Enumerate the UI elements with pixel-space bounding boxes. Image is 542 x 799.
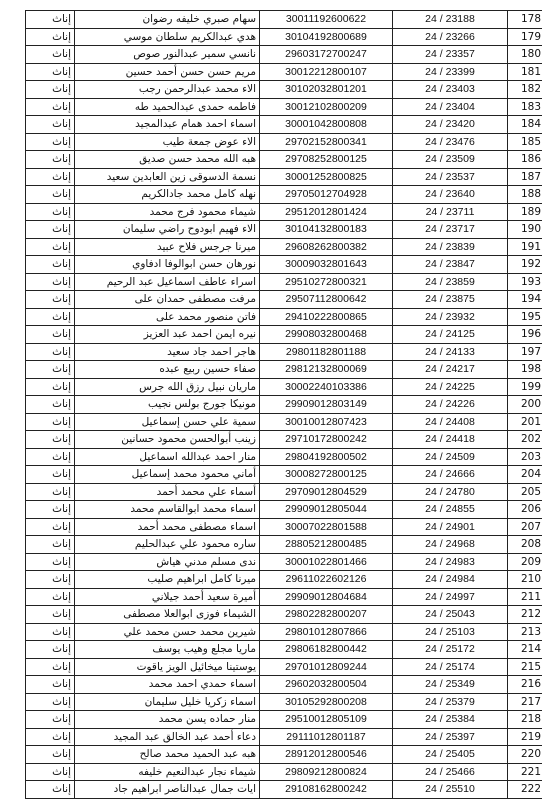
- national-id-cell: 30001252800825: [260, 168, 393, 186]
- name-cell: سهام صبري خليفه رضوان: [75, 11, 260, 29]
- gender-cell: إناث: [26, 361, 75, 379]
- row-number-cell: 192: [508, 256, 542, 274]
- code-cell: 24 / 25043: [393, 606, 508, 624]
- row-number-cell: 209: [508, 553, 542, 571]
- row-number-cell: 221: [508, 763, 542, 781]
- name-cell: ميرنا كامل ابراهيم صليب: [75, 571, 260, 589]
- row-number-cell: 189: [508, 203, 542, 221]
- row-number-cell: 190: [508, 221, 542, 239]
- code-cell: 24 / 24217: [393, 361, 508, 379]
- national-id-cell: 29812132800069: [260, 361, 393, 379]
- gender-cell: إناث: [26, 588, 75, 606]
- row-number-cell: 212: [508, 606, 542, 624]
- code-cell: 24 / 23537: [393, 168, 508, 186]
- name-cell: مرفت مصطفى حمدان على: [75, 291, 260, 309]
- row-number-cell: 207: [508, 518, 542, 536]
- table-row: [26, 588, 542, 606]
- table-row: [26, 676, 542, 694]
- code-cell: 24 / 23717: [393, 221, 508, 239]
- gender-cell: إناث: [26, 431, 75, 449]
- row-number-cell: 184: [508, 116, 542, 134]
- code-cell: 24 / 24225: [393, 378, 508, 396]
- national-id-cell: 29510272800321: [260, 273, 393, 291]
- gender-cell: إناث: [26, 98, 75, 116]
- table-row: [26, 571, 542, 589]
- row-number-cell: 205: [508, 483, 542, 501]
- code-cell: 24 / 24997: [393, 588, 508, 606]
- row-number-cell: 181: [508, 63, 542, 81]
- gender-cell: إناث: [26, 291, 75, 309]
- row-number-cell: 201: [508, 413, 542, 431]
- table-row: [26, 291, 542, 309]
- gender-cell: إناث: [26, 326, 75, 344]
- row-number-cell: 183: [508, 98, 542, 116]
- national-id-cell: 30011192600622: [260, 11, 393, 29]
- name-cell: نانسي سمير عبدالنور صوص: [75, 46, 260, 64]
- national-id-cell: 30104132800183: [260, 221, 393, 239]
- national-id-cell: 30007022801588: [260, 518, 393, 536]
- national-id-cell: 29410222800865: [260, 308, 393, 326]
- code-cell: 24 / 24855: [393, 501, 508, 519]
- row-number-cell: 186: [508, 151, 542, 169]
- table-row: [26, 536, 542, 554]
- name-cell: هدي عبدالكريم سلطان موسي: [75, 28, 260, 46]
- gender-cell: إناث: [26, 396, 75, 414]
- national-id-cell: 29611022602126: [260, 571, 393, 589]
- code-cell: 24 / 25405: [393, 746, 508, 764]
- code-cell: 24 / 25510: [393, 781, 508, 799]
- gender-cell: إناث: [26, 571, 75, 589]
- national-id-cell: 30001042800808: [260, 116, 393, 134]
- name-cell: شيماء محمود فرج محمد: [75, 203, 260, 221]
- code-cell: 24 / 23357: [393, 46, 508, 64]
- gender-cell: إناث: [26, 11, 75, 29]
- national-id-cell: 29608262800382: [260, 238, 393, 256]
- national-id-cell: 30002240103386: [260, 378, 393, 396]
- results-table-body: [26, 11, 542, 799]
- table-row: [26, 326, 542, 344]
- table-row: [26, 273, 542, 291]
- name-cell: سمية علي حسن إسماعيل: [75, 413, 260, 431]
- gender-cell: إناث: [26, 711, 75, 729]
- code-cell: 24 / 24226: [393, 396, 508, 414]
- code-cell: 24 / 23399: [393, 63, 508, 81]
- code-cell: 24 / 24666: [393, 466, 508, 484]
- name-cell: ميرنا جرجس فلاح عبيد: [75, 238, 260, 256]
- table-row: [26, 553, 542, 571]
- table-row: [26, 81, 542, 99]
- row-number-cell: 213: [508, 623, 542, 641]
- national-id-cell: 30102032801201: [260, 81, 393, 99]
- name-cell: فاطمه حمدى عبدالحميد طه: [75, 98, 260, 116]
- national-id-cell: 29701012809244: [260, 658, 393, 676]
- name-cell: ماريا مجلع وهيب يوسف: [75, 641, 260, 659]
- row-number-cell: 187: [508, 168, 542, 186]
- national-id-cell: 29909012803149: [260, 396, 393, 414]
- row-number-cell: 217: [508, 693, 542, 711]
- table-row: [26, 623, 542, 641]
- name-cell: أميرة سعيد أحمد جيلاني: [75, 588, 260, 606]
- national-id-cell: 29705012704928: [260, 186, 393, 204]
- row-number-cell: 219: [508, 728, 542, 746]
- national-id-cell: 29806182800442: [260, 641, 393, 659]
- code-cell: 24 / 23932: [393, 308, 508, 326]
- gender-cell: إناث: [26, 728, 75, 746]
- table-row: [26, 431, 542, 449]
- national-id-cell: 29507112800642: [260, 291, 393, 309]
- row-number-cell: 191: [508, 238, 542, 256]
- gender-cell: إناث: [26, 256, 75, 274]
- row-number-cell: 204: [508, 466, 542, 484]
- name-cell: نهله كامل محمد جادالكريم: [75, 186, 260, 204]
- national-id-cell: 29909012805044: [260, 501, 393, 519]
- row-number-cell: 220: [508, 746, 542, 764]
- name-cell: منار حماده يسن محمد: [75, 711, 260, 729]
- gender-cell: إناث: [26, 483, 75, 501]
- national-id-cell: 30008272800125: [260, 466, 393, 484]
- code-cell: 24 / 23403: [393, 81, 508, 99]
- national-id-cell: 29801012807866: [260, 623, 393, 641]
- name-cell: مريم حسن حسن أحمد حسين: [75, 63, 260, 81]
- row-number-cell: 195: [508, 308, 542, 326]
- name-cell: ماريان نبيل رزق الله جرس: [75, 378, 260, 396]
- code-cell: 24 / 23266: [393, 28, 508, 46]
- code-cell: 24 / 24133: [393, 343, 508, 361]
- name-cell: نيره ايمن احمد عبد العزيز: [75, 326, 260, 344]
- gender-cell: إناث: [26, 693, 75, 711]
- row-number-cell: 197: [508, 343, 542, 361]
- row-number-cell: 218: [508, 711, 542, 729]
- name-cell: اسماء احمد همام عبدالمجيد: [75, 116, 260, 134]
- code-cell: 24 / 24509: [393, 448, 508, 466]
- national-id-cell: 28912012800546: [260, 746, 393, 764]
- code-cell: 24 / 24780: [393, 483, 508, 501]
- national-id-cell: 30001022801466: [260, 553, 393, 571]
- gender-cell: إناث: [26, 273, 75, 291]
- row-number-cell: 216: [508, 676, 542, 694]
- row-number-cell: 198: [508, 361, 542, 379]
- results-table: [25, 10, 542, 799]
- name-cell: أماني محمود محمد إسماعيل: [75, 466, 260, 484]
- code-cell: 24 / 23711: [393, 203, 508, 221]
- gender-cell: إناث: [26, 553, 75, 571]
- table-row: [26, 711, 542, 729]
- row-number-cell: 214: [508, 641, 542, 659]
- national-id-cell: 29708252800125: [260, 151, 393, 169]
- row-number-cell: 180: [508, 46, 542, 64]
- table-row: [26, 781, 542, 799]
- gender-cell: إناث: [26, 413, 75, 431]
- national-id-cell: 30012212800107: [260, 63, 393, 81]
- name-cell: فاتن منصور محمد على: [75, 308, 260, 326]
- name-cell: اسراء عاطف اسماعيل عبد الرحيم: [75, 273, 260, 291]
- name-cell: مونيكا جورج بولس نجيب: [75, 396, 260, 414]
- name-cell: شيرين محمد حسن محمد علي: [75, 623, 260, 641]
- row-number-cell: 182: [508, 81, 542, 99]
- table-row: [26, 203, 542, 221]
- table-row: [26, 308, 542, 326]
- name-cell: أسماء علي محمد أحمد: [75, 483, 260, 501]
- gender-cell: إناث: [26, 623, 75, 641]
- table-row: [26, 133, 542, 151]
- row-number-cell: 196: [508, 326, 542, 344]
- name-cell: زينب أبوالحسن محمود حسانين: [75, 431, 260, 449]
- table-row: [26, 378, 542, 396]
- code-cell: 24 / 23188: [393, 11, 508, 29]
- row-number-cell: 179: [508, 28, 542, 46]
- code-cell: 24 / 25349: [393, 676, 508, 694]
- table-row: [26, 116, 542, 134]
- gender-cell: إناث: [26, 781, 75, 799]
- table-row: [26, 168, 542, 186]
- table-row: [26, 448, 542, 466]
- national-id-cell: 29804192800502: [260, 448, 393, 466]
- name-cell: اسماء محمد ابوالقاسم محمد: [75, 501, 260, 519]
- code-cell: 24 / 25172: [393, 641, 508, 659]
- name-cell: شيماء نجار عبدالنعيم خليفه: [75, 763, 260, 781]
- name-cell: ساره محمود علي عبدالحليم: [75, 536, 260, 554]
- table-row: [26, 606, 542, 624]
- national-id-cell: 29602032800504: [260, 676, 393, 694]
- gender-cell: إناث: [26, 518, 75, 536]
- table-row: [26, 186, 542, 204]
- name-cell: يوستينا ميخائيل الويز ياقوت: [75, 658, 260, 676]
- national-id-cell: 29710172800242: [260, 431, 393, 449]
- gender-cell: إناث: [26, 133, 75, 151]
- table-row: [26, 46, 542, 64]
- gender-cell: إناث: [26, 186, 75, 204]
- row-number-cell: 203: [508, 448, 542, 466]
- name-cell: الاء فهيم ابودوح راضي سليمان: [75, 221, 260, 239]
- row-number-cell: 194: [508, 291, 542, 309]
- row-number-cell: 215: [508, 658, 542, 676]
- national-id-cell: 29908032800468: [260, 326, 393, 344]
- table-row: [26, 641, 542, 659]
- code-cell: 24 / 25384: [393, 711, 508, 729]
- name-cell: صفاء حسين ربيع عبده: [75, 361, 260, 379]
- table-row: [26, 693, 542, 711]
- national-id-cell: 29108162800242: [260, 781, 393, 799]
- row-number-cell: 202: [508, 431, 542, 449]
- row-number-cell: 208: [508, 536, 542, 554]
- national-id-cell: 30105292800208: [260, 693, 393, 711]
- table-row: [26, 413, 542, 431]
- name-cell: اسماء زكريا خليل سليمان: [75, 693, 260, 711]
- table-row: [26, 763, 542, 781]
- code-cell: 24 / 23847: [393, 256, 508, 274]
- table-row: [26, 343, 542, 361]
- row-number-cell: 188: [508, 186, 542, 204]
- table-row: [26, 658, 542, 676]
- row-number-cell: 206: [508, 501, 542, 519]
- code-cell: 24 / 25174: [393, 658, 508, 676]
- national-id-cell: 28805212800485: [260, 536, 393, 554]
- gender-cell: إناث: [26, 28, 75, 46]
- gender-cell: إناث: [26, 46, 75, 64]
- code-cell: 24 / 23404: [393, 98, 508, 116]
- gender-cell: إناث: [26, 448, 75, 466]
- gender-cell: إناث: [26, 308, 75, 326]
- table-row: [26, 238, 542, 256]
- code-cell: 24 / 24983: [393, 553, 508, 571]
- name-cell: الاء عوض جمعة طيب: [75, 133, 260, 151]
- code-cell: 24 / 23640: [393, 186, 508, 204]
- name-cell: هبه الله محمد حسن صديق: [75, 151, 260, 169]
- national-id-cell: 29802282800207: [260, 606, 393, 624]
- row-number-cell: 185: [508, 133, 542, 151]
- name-cell: اسماء حمدي احمد محمد: [75, 676, 260, 694]
- national-id-cell: 29702152800341: [260, 133, 393, 151]
- table-row: [26, 746, 542, 764]
- table-row: [26, 361, 542, 379]
- gender-cell: إناث: [26, 536, 75, 554]
- gender-cell: إناث: [26, 221, 75, 239]
- gender-cell: إناث: [26, 763, 75, 781]
- name-cell: اسماء مصطفى محمد أحمد: [75, 518, 260, 536]
- code-cell: 24 / 23420: [393, 116, 508, 134]
- row-number-cell: 193: [508, 273, 542, 291]
- code-cell: 24 / 24968: [393, 536, 508, 554]
- code-cell: 24 / 23875: [393, 291, 508, 309]
- gender-cell: إناث: [26, 63, 75, 81]
- gender-cell: إناث: [26, 746, 75, 764]
- table-row: [26, 501, 542, 519]
- code-cell: 24 / 23509: [393, 151, 508, 169]
- name-cell: الاء محمد عبدالرحمن رجب: [75, 81, 260, 99]
- gender-cell: إناث: [26, 238, 75, 256]
- table-row: [26, 256, 542, 274]
- table-row: [26, 396, 542, 414]
- table-row: [26, 28, 542, 46]
- national-id-cell: 29111012801187: [260, 728, 393, 746]
- table-row: [26, 728, 542, 746]
- table-row: [26, 63, 542, 81]
- national-id-cell: 29603172700247: [260, 46, 393, 64]
- national-id-cell: 29801182801188: [260, 343, 393, 361]
- national-id-cell: 29510012805109: [260, 711, 393, 729]
- code-cell: 24 / 23859: [393, 273, 508, 291]
- national-id-cell: 30010012807423: [260, 413, 393, 431]
- gender-cell: إناث: [26, 606, 75, 624]
- code-cell: 24 / 25466: [393, 763, 508, 781]
- table-row: [26, 98, 542, 116]
- gender-cell: إناث: [26, 676, 75, 694]
- row-number-cell: 200: [508, 396, 542, 414]
- gender-cell: إناث: [26, 168, 75, 186]
- gender-cell: إناث: [26, 466, 75, 484]
- name-cell: نورهان حسن ابوالوفا ادفاوي: [75, 256, 260, 274]
- national-id-cell: 30009032801643: [260, 256, 393, 274]
- code-cell: 24 / 24984: [393, 571, 508, 589]
- name-cell: هبه عبد الحميد محمد صالح: [75, 746, 260, 764]
- table-row: [26, 466, 542, 484]
- gender-cell: إناث: [26, 658, 75, 676]
- table-row: [26, 221, 542, 239]
- code-cell: 24 / 23476: [393, 133, 508, 151]
- national-id-cell: 29809212800824: [260, 763, 393, 781]
- code-cell: 24 / 23839: [393, 238, 508, 256]
- gender-cell: إناث: [26, 378, 75, 396]
- name-cell: ندى مسلم مدني هياش: [75, 553, 260, 571]
- table-row: [26, 11, 542, 29]
- code-cell: 24 / 25103: [393, 623, 508, 641]
- row-number-cell: 178: [508, 11, 542, 29]
- national-id-cell: 30012102800209: [260, 98, 393, 116]
- name-cell: ايات جمال عبدالناصر ابراهيم جاد: [75, 781, 260, 799]
- name-cell: منار احمد عبدالله اسماعيل: [75, 448, 260, 466]
- gender-cell: إناث: [26, 151, 75, 169]
- gender-cell: إناث: [26, 81, 75, 99]
- code-cell: 24 / 24408: [393, 413, 508, 431]
- code-cell: 24 / 24901: [393, 518, 508, 536]
- row-number-cell: 211: [508, 588, 542, 606]
- gender-cell: إناث: [26, 501, 75, 519]
- national-id-cell: 29909012804684: [260, 588, 393, 606]
- national-id-cell: 29709012804529: [260, 483, 393, 501]
- national-id-cell: 30104192800689: [260, 28, 393, 46]
- gender-cell: إناث: [26, 116, 75, 134]
- gender-cell: إناث: [26, 203, 75, 221]
- code-cell: 24 / 24418: [393, 431, 508, 449]
- code-cell: 24 / 25397: [393, 728, 508, 746]
- table-row: [26, 151, 542, 169]
- gender-cell: إناث: [26, 641, 75, 659]
- name-cell: الشيماء فوزى ابوالعلا مصطفى: [75, 606, 260, 624]
- name-cell: نسمة الدسوقى زين العابدين سعيد: [75, 168, 260, 186]
- national-id-cell: 29512012801424: [260, 203, 393, 221]
- table-row: [26, 483, 542, 501]
- code-cell: 24 / 24125: [393, 326, 508, 344]
- code-cell: 24 / 25379: [393, 693, 508, 711]
- name-cell: هاجر احمد جاد سعيد: [75, 343, 260, 361]
- row-number-cell: 222: [508, 781, 542, 799]
- gender-cell: إناث: [26, 343, 75, 361]
- row-number-cell: 199: [508, 378, 542, 396]
- table-row: [26, 518, 542, 536]
- row-number-cell: 210: [508, 571, 542, 589]
- name-cell: دعاء أحمد عبد الخالق عبد المجيد: [75, 728, 260, 746]
